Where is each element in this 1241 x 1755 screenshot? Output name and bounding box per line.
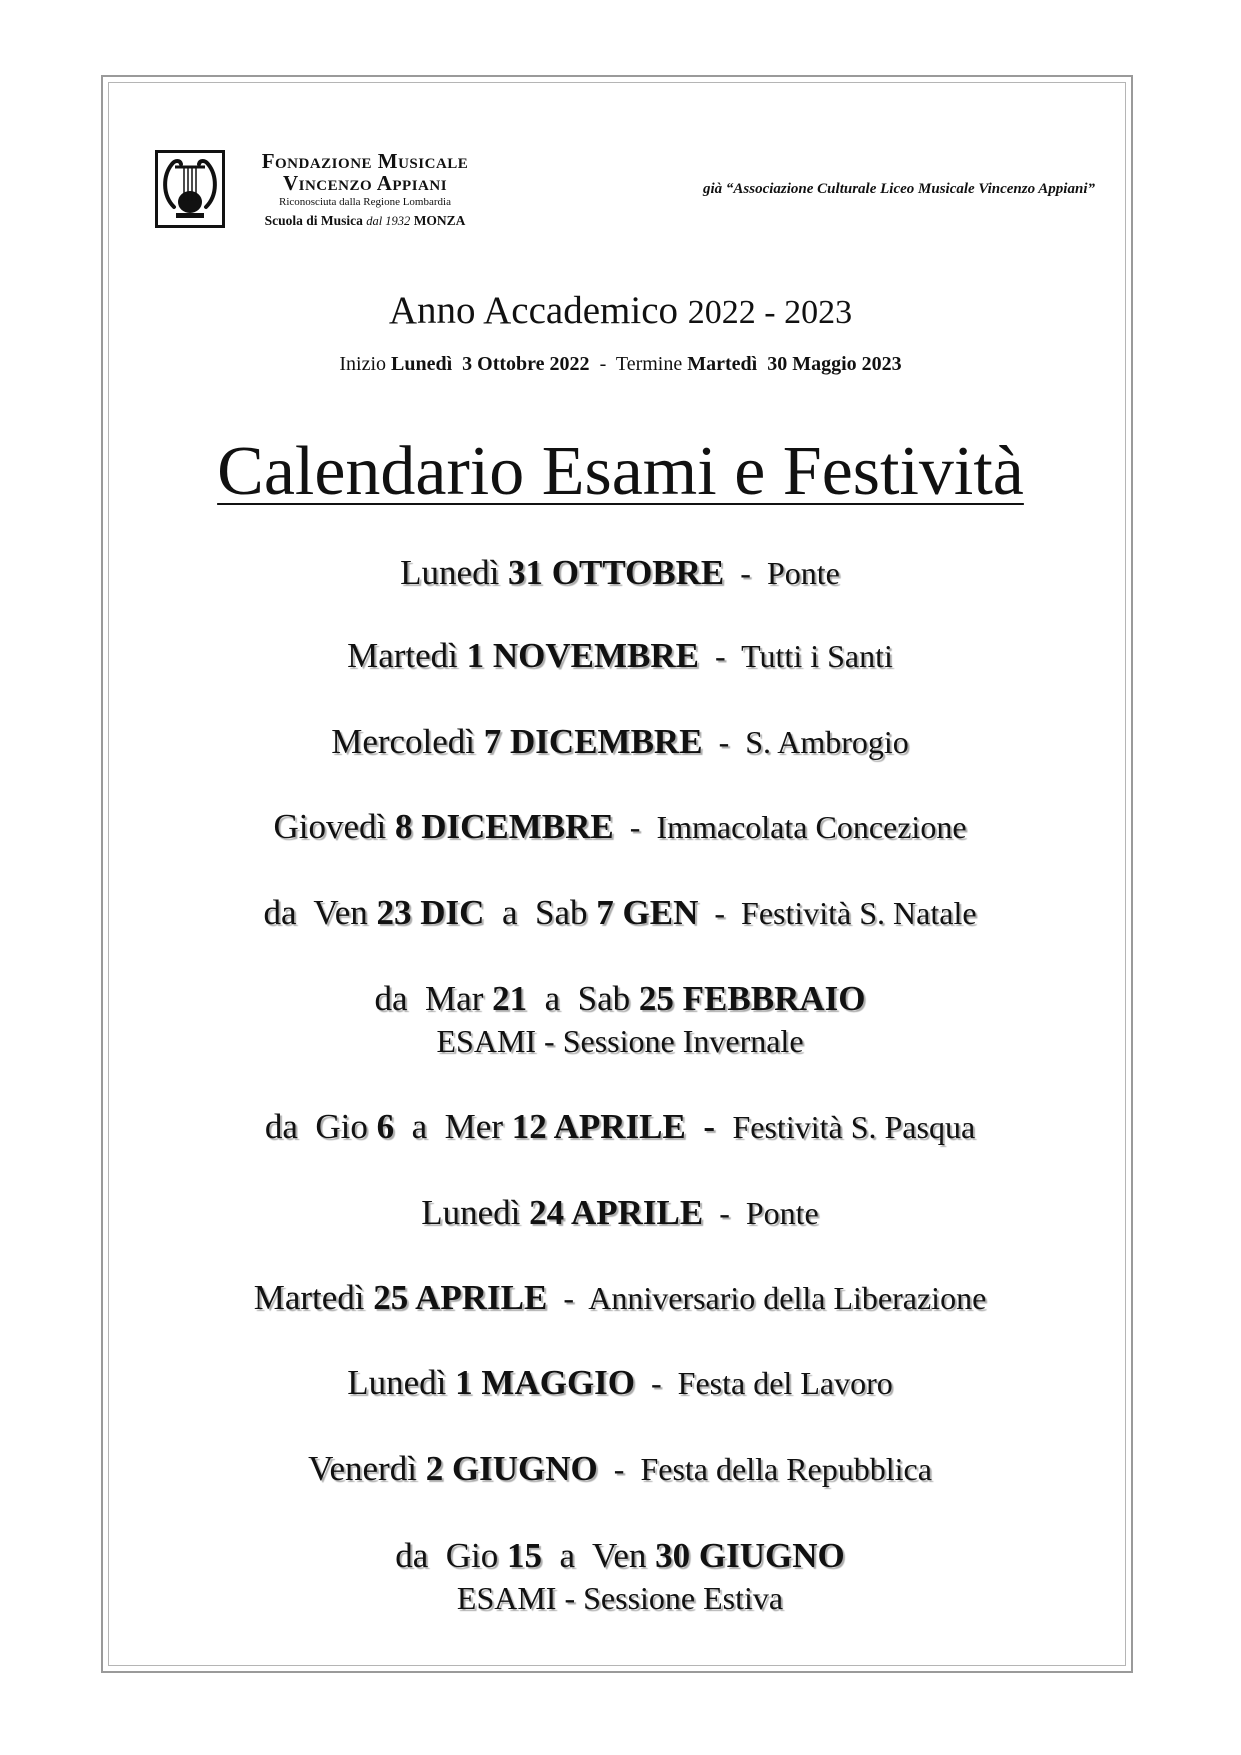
org-recognition: Riconosciuta dalla Regione Lombardia — [279, 196, 451, 209]
event-item: Martedì 25 APRILE - Anniversario della Liberazione — [253, 1278, 987, 1317]
event-item: Giovedì 8 DICEMBRE - Immacolata Concezione — [273, 807, 967, 846]
org-school-line: Scuola di Musica dal 1932 MONZA — [264, 212, 466, 228]
org-name-line2: Vincenzo Appiani — [282, 171, 448, 196]
event-item: da Mar 21 a Sab 25 FEBBRAIO — [374, 979, 866, 1018]
event-item: da Gio 15 a Ven 30 GIUGNO — [395, 1536, 845, 1575]
lyre-logo-icon — [155, 150, 225, 228]
event-item: da Gio 6 a Mer 12 APRILE - Festività S. Pasqua — [264, 1107, 976, 1146]
event-item: Martedì 1 NOVEMBRE - Tutti i Santi — [347, 636, 893, 675]
event-item: Mercoledì 7 DICEMBRE - S. Ambrogio — [331, 722, 909, 761]
event-item: Lunedì 1 MAGGIO - Festa del Lavoro — [347, 1363, 893, 1402]
page-title: Calendario Esami e Festività — [217, 433, 1024, 510]
event-item: Lunedì 24 APRILE - Ponte — [421, 1193, 819, 1232]
academic-year-heading: Anno Accademico 2022 - 2023 — [388, 289, 853, 332]
academic-period: Inizio Lunedì 3 Ottobre 2022 - Termine Martedì 30 Maggio 2023 — [339, 353, 902, 375]
organization-header — [240, 150, 490, 228]
event-subtitle: ESAMI - Sessione Estiva — [456, 1580, 784, 1616]
former-name-note: già “Associazione Culturale Liceo Musicale Vincenzo Appiani” — [703, 181, 1095, 197]
event-item: da Ven 23 DIC a Sab 7 GEN - Festività S. Natale — [263, 893, 977, 932]
event-subtitle: ESAMI - Sessione Invernale — [436, 1023, 804, 1059]
org-name-line1: Fondazione Musicale — [261, 149, 469, 173]
event-item: Venerdì 2 GIUGNO - Festa della Repubblica — [308, 1449, 932, 1488]
event-item: Lunedì 31 OTTOBRE - Ponte — [400, 553, 840, 592]
